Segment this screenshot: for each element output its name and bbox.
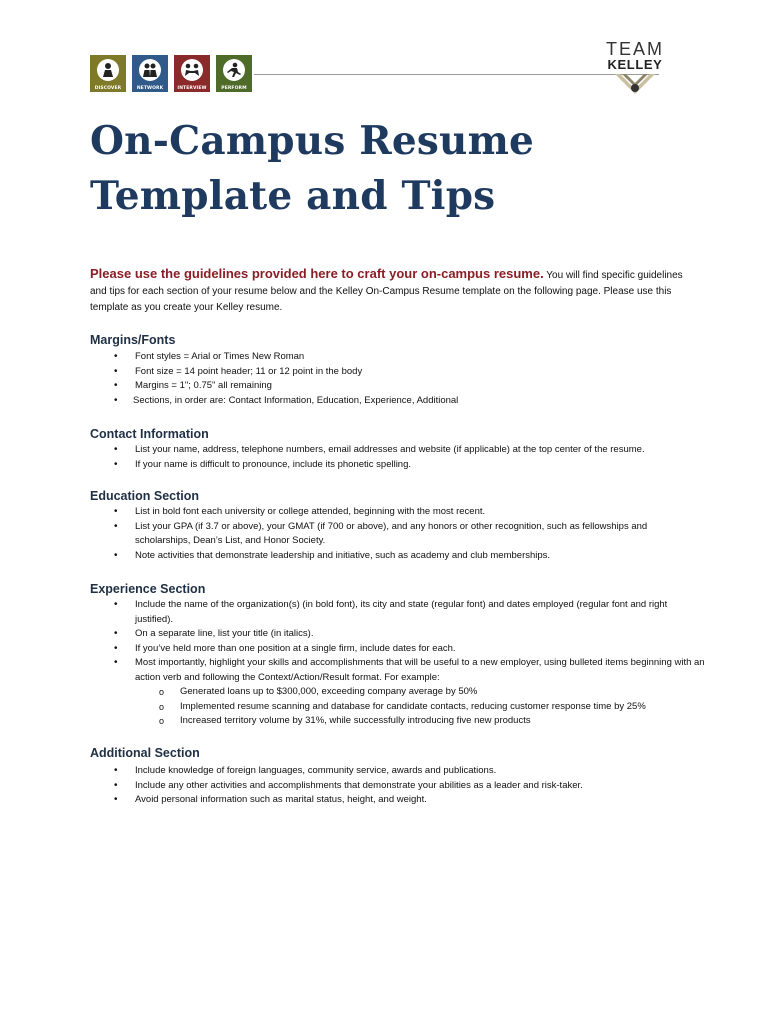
person-icon [97, 59, 119, 81]
list-item: • List in bold font each university or college attended, beginning with the most recent. [90, 505, 705, 520]
list-item: • Sections, in order are: Contact Information, Education, Experience, Additional [90, 394, 705, 409]
example-sublist [135, 685, 705, 729]
interview-caption: INTERVIEW [177, 86, 207, 91]
list-item: • List your GPA (if 3.7 or above), your GMAT (if 700 or above), and any honors or other recognition, such as fellowships and scholarships, Dean’s List, and Honor Society. [90, 520, 705, 549]
handshake-icon [181, 59, 203, 81]
additional-heading: Additional Section [90, 746, 200, 760]
team-kelley-logo [600, 40, 670, 100]
list-item: • If your name is difficult to pronounce, include its phonetic spelling. [90, 458, 705, 473]
list-item-text: Most importantly, highlight your skills and accomplishments that will be useful to a new employer, using bulleted items beginning with an action verb and following the Context/Action/Result format. For example: [135, 657, 705, 683]
list-item: • Font styles = Arial or Times New Roman [90, 350, 705, 365]
page-header [90, 40, 670, 100]
intro-rest: You will find specific guidelines and tips for each section of your resume below and the Kelley On-Campus Resume template on the following page. Please use this template as you create your Kelley resume. [90, 270, 683, 313]
list-item: • On a separate line, list your title (in italics). [90, 627, 705, 642]
list-item: • If you’ve held more than one position at a single firm, include dates for each. [90, 642, 705, 657]
list-item: • Font size = 14 point header; 11 or 12 point in the body [90, 365, 705, 380]
perform-caption: PERFORM [221, 86, 247, 91]
list-item: • List your name, address, telephone numbers, email addresses and website (if applicable) at the top center of the resume. [90, 443, 705, 458]
logo-kelley-text: KELLEY [607, 57, 663, 72]
list-item: • Note activities that demonstrate leadership and initiative, such as academy and club memberships. [90, 549, 705, 564]
list-item [90, 656, 705, 729]
chevron-emblem-icon [600, 73, 670, 100]
header-divider [254, 74, 659, 75]
people-icon [139, 59, 161, 81]
title-line-2: Template and Tips [90, 173, 496, 219]
list-item: • Include knowledge of foreign languages, community service, awards and publications. [90, 764, 705, 779]
intro-lead: Please use the guidelines provided here to craft your on-campus resume. [90, 266, 544, 281]
title-line-1: On-Campus Resume [90, 118, 535, 164]
education-list [90, 505, 705, 563]
contact-list [90, 443, 705, 472]
education-heading: Education Section [90, 489, 200, 503]
sublist-item: o Implemented resume scanning and database for candidate contacts, reducing customer response time by 25% [135, 700, 705, 715]
margins-list [90, 350, 705, 408]
additional-list [90, 764, 705, 808]
list-item: • Include any other activities and accomplishments that demonstrate your abilities as a leader and risk-taker. [90, 779, 705, 794]
discover-tile [90, 55, 126, 92]
intro-paragraph [90, 266, 700, 316]
list-item: • Include the name of the organization(s) (in bold font), its city and state (regular font) and dates employed (regular font and right justified). [90, 598, 705, 627]
perform-tile [216, 55, 252, 92]
career-icons [90, 55, 252, 92]
list-item: • Avoid personal information such as marital status, height, and weight. [90, 793, 705, 808]
network-caption: NETWORK [136, 86, 164, 91]
sublist-item: o Increased territory volume by 31%, while successfully introducing five new products [135, 714, 705, 729]
logo-team-text: TEAM [605, 39, 664, 59]
sublist-item: o Generated loans up to $300,000, exceeding company average by 50% [135, 685, 705, 700]
page-title [90, 114, 650, 224]
contact-heading: Contact Information [90, 427, 209, 441]
network-tile [132, 55, 168, 92]
list-item: • Margins = 1"; 0.75" all remaining [90, 379, 705, 394]
experience-heading: Experience Section [90, 582, 206, 596]
interview-tile [174, 55, 210, 92]
margins-heading: Margins/Fonts [90, 333, 176, 347]
experience-list [90, 598, 705, 729]
discover-caption: DISCOVER [94, 86, 122, 91]
runner-icon [223, 59, 245, 81]
